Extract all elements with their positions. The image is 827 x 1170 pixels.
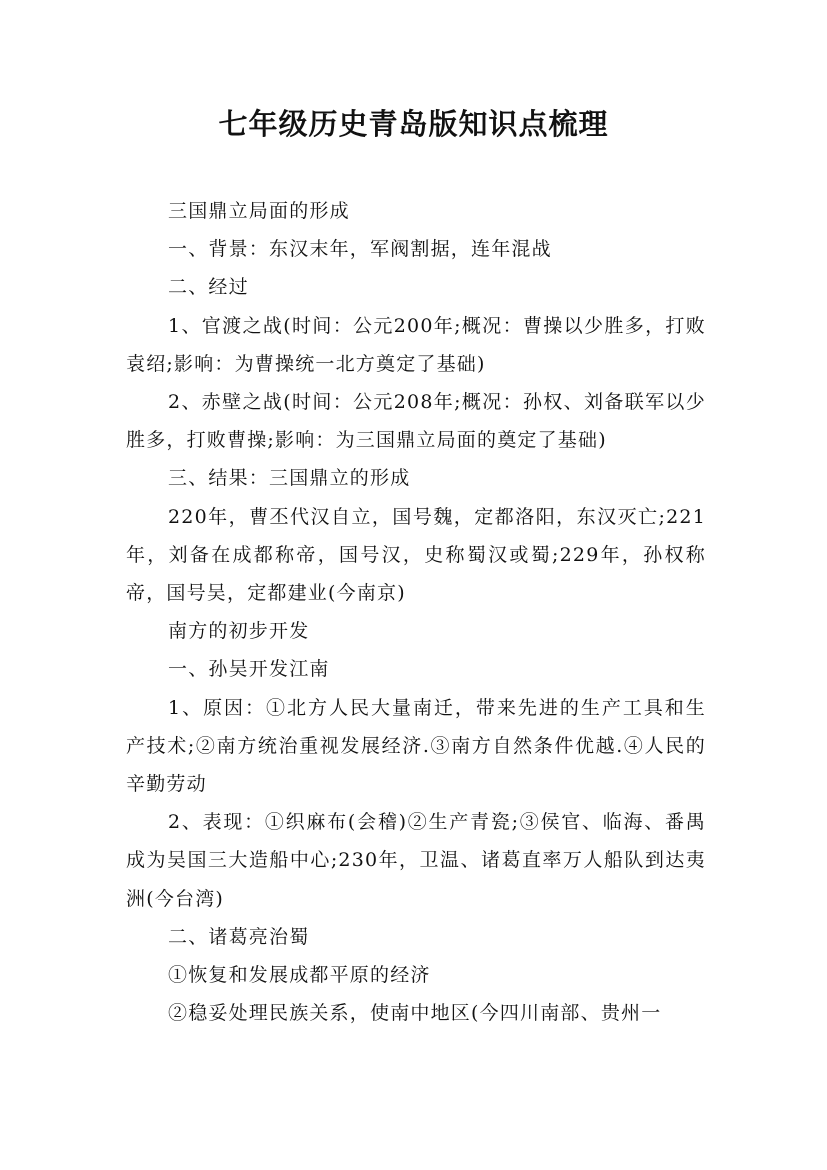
paragraph-ethnic-relations: ②稳妥处理民族关系，使南中地区(今四川南部、贵州一 [168, 1002, 662, 1025]
paragraph-manifestations: 2、表现：①织麻布(会稽)②生产青瓷;③侯官、临海、番禺成为吴国三大造船中心;230年，卫温、诸葛直率万人船队到达夷洲(今台湾) [126, 811, 706, 910]
paragraph-reasons: 1、原因：①北方人民大量南迁，带来先进的生产工具和生产技术;②南方统治重视发展经济.③南方自然条件优越.④人民的辛勤劳动 [126, 696, 706, 796]
document-title: 七年级历史青岛版知识点梳理 [218, 107, 609, 141]
paragraph-background: 一、背景：东汉末年，军阀割据，连年混战 [168, 238, 552, 261]
paragraph-result-heading: 三、结果：三国鼎立的形成 [168, 467, 411, 490]
paragraph-section-heading: 三国鼎立局面的形成 [168, 200, 350, 222]
paragraph-chibi-battle: 2、赤壁之战(时间：公元208年;概况：孙权、刘备联军以少胜多，打败曹操;影响：为三国鼎立局面的奠定了基础) [126, 391, 706, 452]
paragraph-guandu-battle: 1、官渡之战(时间：公元200年;概况：曹操以少胜多，打败袁绍;影响：为曹操统一北方奠定了基础) [126, 314, 706, 375]
paragraph-economy: ①恢复和发展成都平原的经济 [168, 964, 431, 987]
paragraph-three-kingdoms: 220年，曹丕代汉自立，国号魏，定都洛阳，东汉灭亡;221年，刘备在成都称帝，国号汉，史称蜀汉或蜀;229年，孙权称帝，国号吴，定都建业(今南京) [126, 505, 706, 605]
paragraph-sunwu-heading: 一、孙吴开发江南 [168, 658, 330, 681]
paragraph-south-development-heading: 南方的初步开发 [168, 620, 310, 643]
paragraph-zhuge-heading: 二、诸葛亮治蜀 [168, 925, 310, 948]
paragraph-process-heading: 二、经过 [168, 276, 249, 299]
document-body [126, 192, 706, 1032]
